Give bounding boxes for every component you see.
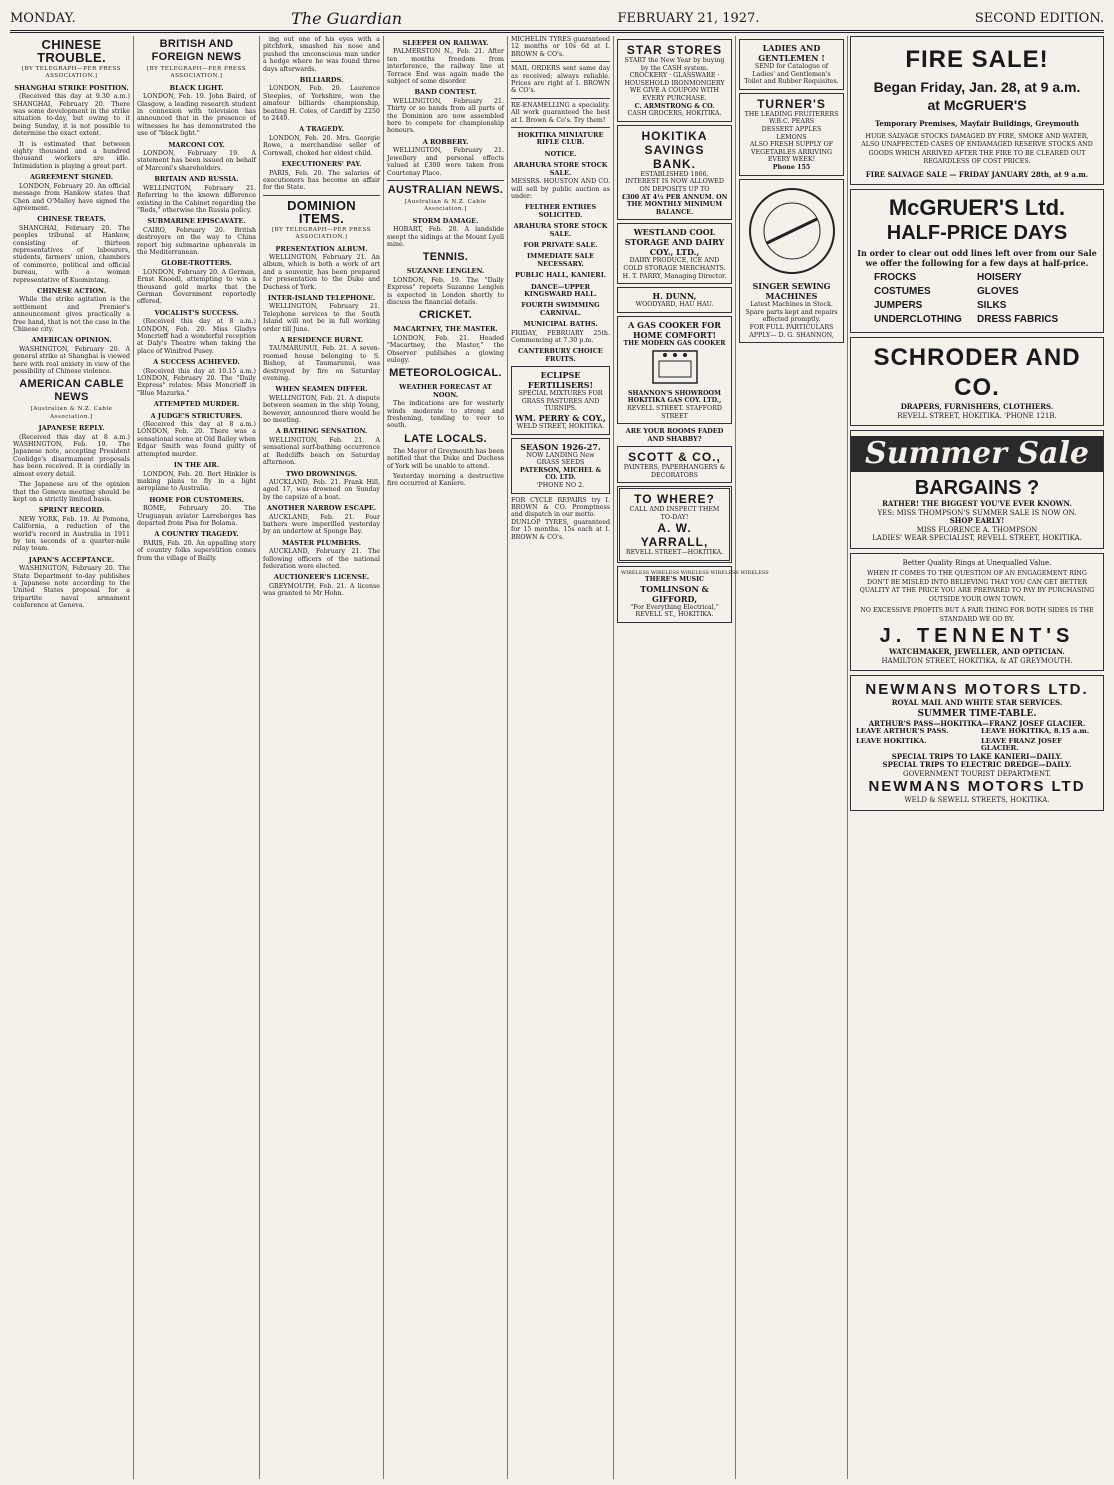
ad-rings xyxy=(850,553,1104,672)
byline: [Australian & N.Z. Cable Association.] xyxy=(30,406,113,420)
ad-text: FOR FULL PARTICULARS APPLY— D. G. SHANNON, xyxy=(749,323,834,339)
ad-title: SINGER SEWING MACHINES xyxy=(752,281,831,302)
kicker: SPRINT RECORD. xyxy=(38,506,105,515)
ad-name: A. W. YARRALL, xyxy=(640,521,709,550)
masthead-day: MONDAY. xyxy=(10,10,76,26)
article-body: WELLINGTON, Feb. 21. A sensational surf-bathing occurrence at Redcliffs beach on Saturday afternoon. xyxy=(263,436,380,467)
article-body: AUCKLAND, February 21. The following officers of the national federation were elected. xyxy=(263,548,380,570)
tennent-address: HAMILTON STREET, HOKITIKA, & AT GREYMOUTH. xyxy=(881,656,1073,665)
ad-title: A GAS COOKER FOR HOME COMFORT! xyxy=(628,319,721,340)
timetable-title: SUMMER TIME-TABLE. xyxy=(917,708,1037,719)
article-body: LONDON, February 19. A statement has been issued on behalf of Marconi's shareholders. xyxy=(137,150,256,172)
article-body: AUCKLAND, Feb. 21. Four bathers were imperilled yesterday by an undertow at Sponge Bay. xyxy=(263,513,380,536)
ad-text: WOODYARD, HAU HAU. xyxy=(635,301,714,309)
newmans-footer-title: NEWMANS MOTORS LTD xyxy=(868,778,1086,796)
article-body: While the strike agitation is the settlement and Premier's announcement gives practically a free hand, that is not the case in the Chinese city. xyxy=(13,296,130,333)
ad-name: C. ARMSTRONG & CO. xyxy=(634,102,715,110)
ad-newmans xyxy=(850,675,1104,811)
column-6 xyxy=(614,36,769,1479)
kicker: CANTERBURY CHOICE FRUITS. xyxy=(518,347,603,363)
article-body: PARIS, Feb. 20. An appalling story of country folks superstition comes from the village of Bailly. xyxy=(137,539,256,562)
article-body: LONDON, Feb. 20. Mrs. Georgie Rowe, a merchandise seller of Cornwall, choked her eldest child. xyxy=(263,134,380,157)
article-body: SHANGHAI, February 20. The peoples tribunal at Hankow, consisting of thirteen representatives of labourers, students, farmers' union, chambers of commerce, political and official bureau, with a woman representative of Kuomintang. xyxy=(13,224,130,284)
wireless-border: WIRELESS WIRELESS WIRELESS WIRELESS WIRELESS xyxy=(621,570,769,577)
article-body: AUCKLAND, Feb. 21. Frank Hill, aged 17, was drowned on Sunday by the capsize of a boat. xyxy=(263,478,380,501)
article-body: LONDON, Feb. 20. Laurence Steeples, of Yorkshire, won the amateur billiards championship, beating H. Coles, of Cardiff by 2250 to 2449. xyxy=(263,85,380,123)
article-body: PALMERSTON N., Feb. 21. After ten months freedom from interference, the railway line at Terrace End was again made the subject of some disorder. xyxy=(387,48,504,86)
kicker: BRITAIN AND RUSSIA. xyxy=(154,175,239,184)
kicker: IN THE AIR. xyxy=(173,461,220,470)
newmans-dept: GOVERNMENT TOURIST DEPARTMENT. xyxy=(902,769,1052,778)
kicker: IMMEDIATE SALE NECESSARY. xyxy=(526,252,595,268)
kicker: MASTER PLUMBERS. xyxy=(282,538,361,547)
special-trip: SPECIAL TRIPS TO ELECTRIC DREDGE—DAILY. xyxy=(882,760,1072,770)
article-body: WELLINGTON, February 21. Thirty or so bands from all parts of the Dominion are now assembled here to compete for championship honours. xyxy=(387,97,504,135)
headline-british-foreign: BRITISH AND FOREIGN NEWS xyxy=(151,38,242,63)
ad-eclipse-fertilisers xyxy=(511,366,610,434)
article-body: PARIS, Feb. 20. The salaries of executioners has become an affair for the State. xyxy=(263,169,380,192)
ad-mcgruers-half-price xyxy=(850,189,1104,333)
kicker: JAPAN'S ACCEPTANCE. xyxy=(28,555,115,564)
ad-scott xyxy=(617,446,732,483)
ad-grass-seeds xyxy=(511,438,610,494)
ad-title: TURNER'S xyxy=(757,96,826,111)
headline-australian-news: AUSTRALIAN NEWS. xyxy=(387,183,504,196)
article-body: LONDON, February 20. A German, Ernst Knoedl, attempting to win a thousand gold marks that the German Government reportedly offered. xyxy=(137,268,256,306)
kicker: DANCE—UPPER KINGSWARD HALL. xyxy=(524,282,597,298)
kicker: ARE YOUR ROOMS FADED AND SHABBY? xyxy=(625,427,724,443)
article-body: WASHINGTON, February 20. A general strike at Shanghai is viewed here with real anxiety in view of the possibility of Chinese violence. xyxy=(13,345,130,376)
kicker: AUCTIONEER'S LICENSE. xyxy=(273,573,370,582)
kicker: HOKITIKA MINIATURE RIFLE CLUB. xyxy=(517,131,604,147)
bargains-text: RATHER! THE BIGGEST YOU'VE EVER KNOWN. xyxy=(882,499,1072,508)
article-body: (Received this day at 8 a.m.) LONDON, Feb. 20. There was a sensational scene at Old Bailey when Edgar Smith was found guilty of attempted murder. xyxy=(137,421,256,458)
ad-text: W.B.C. PEARS xyxy=(768,118,815,126)
tennent-title: J. TENNENT'S xyxy=(879,625,1075,647)
kicker: SUBMARINE EPISCAVATE. xyxy=(147,217,246,226)
ad-text: H. T. PARRY, Managing Director. xyxy=(622,272,727,280)
ad-text: Spare parts kept and repairs effected promptly. xyxy=(745,308,838,324)
headline-tennis: TENNIS. xyxy=(422,251,469,264)
masthead-edition: SECOND EDITION. xyxy=(974,10,1104,26)
headline-american-cable: AMERICAN CABLE NEWS xyxy=(19,378,124,404)
column-4 xyxy=(384,36,508,1479)
right-ad-column xyxy=(850,36,1104,1479)
kicker: A COUNTRY TRAGEDY. xyxy=(154,530,239,539)
kicker: HOME FOR CUSTOMERS. xyxy=(149,495,244,504)
kicker: A ROBBERY. xyxy=(422,137,469,146)
timetable-heading: LEAVE HOKITIKA, 8.15 a.m. xyxy=(981,727,1090,735)
kicker: WHEN SEAMEN DIFFER. xyxy=(275,385,368,394)
ad-star-stores xyxy=(617,39,732,122)
divider xyxy=(511,61,610,62)
kicker: FOR PRIVATE SALE. xyxy=(523,240,598,249)
kicker: AGREEMENT SIGNED. xyxy=(30,173,113,182)
column-7 xyxy=(736,36,848,1479)
ad-summer-sale xyxy=(850,430,1104,549)
kicker: SLEEPER ON RAILWAY. xyxy=(402,39,489,47)
kicker: MARCONI COY. xyxy=(168,140,225,149)
kicker: PUBLIC HALL, KANIERI. xyxy=(514,271,607,280)
ad-phone: Phone 155 xyxy=(772,163,811,171)
tennent-trade: WATCHMAKER, JEWELLER, AND OPTICIAN. xyxy=(889,647,1065,656)
ad-title: SEASON 1926-27. xyxy=(520,441,601,452)
ad-text: SEND for Catalogue of Ladies' and Gentlemen's Toilet and Rubber Requisites. xyxy=(744,63,839,86)
column-1 xyxy=(10,36,134,1479)
headline-meteorological: METEOROLOGICAL. xyxy=(389,367,502,380)
ad-text: THE LEADING FRUITERERS xyxy=(744,110,839,118)
schroder-title: SCHRODER AND CO. xyxy=(873,344,1081,401)
kicker: ATTEMPTED MURDER. xyxy=(153,400,240,409)
ad-text: DAIRY PRODUCE, ICE AND COLD STORAGE MERCHANTS. xyxy=(623,257,726,272)
ad-name: SHANNON'S SHOWROOM HOKITIKA GAS COY. LTD., xyxy=(627,389,722,405)
article-body: ing out one of his eyes with a pitchfork, smashed his nose and pushed the unconscious man under a hedge where he was found three days afterwards. xyxy=(263,36,380,73)
half-price-items xyxy=(856,271,1098,327)
ad-wireless xyxy=(617,566,769,623)
ad-address: REVELL STREET. STAFFORD STREET xyxy=(627,405,722,420)
bargains-title: BARGAINS ? xyxy=(914,477,1040,499)
item: GLOVES xyxy=(977,286,1019,297)
byline: [BY TELEGRAPH—PER PRESS ASSOCIATION.] xyxy=(146,66,247,80)
item: SILKS xyxy=(977,300,1007,311)
ad-ladies-gentlemen xyxy=(739,39,844,90)
classified-ad: DUNLOP TYRES, guaranteed for 15 months. 15s each at I. BROWN & CO's. xyxy=(511,518,610,541)
item: JUMPERS xyxy=(874,300,923,311)
article-body: (Received this day at 8 a.m.) WASHINGTON, Feb. 19. The Japanese note, accepting President Coolidge's disarmament proposals has been received. It is cordially in almost every detail. The Japanese are of the opinion that the Geneva meeting should be kept on a strictly limited basis. xyxy=(13,433,130,503)
ad-address: WELD STREET, HOKITIKA. xyxy=(516,423,605,430)
kicker: A SUCCESS ACHIEVED. xyxy=(153,358,240,367)
timetable-heading: LEAVE FRANZ JOSEF GLACIER. xyxy=(981,736,1062,753)
article-body: (Received this day at 9.30 a.m.) SHANGHAI, February 20. There was some development in the strike situation to-day, but owing to it being Sunday, it is not possible to determine the exact extent. It is estimated that between eighty thousand and a hundred thousand workers are idle. Intimidation is playing a great part. xyxy=(13,93,130,170)
kicker: BAND CONTEST. xyxy=(414,88,477,97)
ad-text: £300 AT 4½ PER ANNUM. ON THE MONTHLY MINIMUM BALANCE. xyxy=(621,193,728,216)
article-body: LONDON, Feb. 19. John Baird, of Glasgow, a leading research student in connexion with television has announced that in the presence of witnesses he has demonstrated the use of "black light." xyxy=(137,93,256,138)
thompson-address: LADIES' WEAR SPECIALIST, REVELL STREET, HOKITIKA. xyxy=(872,534,1082,542)
ad-text: START the New Year by buying by the CASH system. xyxy=(624,57,725,72)
half-price-title: HALF-PRICE DAYS xyxy=(886,222,1068,244)
article-body: WELLINGTON, February 21. Referring to the known difference existing in the Cabinet regarding the "Reds," otherwise the Russia policy. xyxy=(137,184,256,214)
shop-early: SHOP EARLY! xyxy=(949,516,1005,525)
ad-address: REVELL STREET—HOKITIKA. xyxy=(625,549,724,557)
article-body: WELLINGTON, February 21. An album, which is both a work of art and a souvenir, has been prepared for presentation to the Duke and Duchess of York. xyxy=(263,253,380,291)
classified-ad: FRIDAY, FEBRUARY 25th. Commencing at 7.30 p.m. xyxy=(511,329,610,344)
timetable xyxy=(856,728,1098,753)
ad-fire-sale xyxy=(850,36,1104,185)
ad-title: SCOTT & CO., xyxy=(628,450,721,465)
classified-ad: MAIL ORDERS sent same day as received; always reliable. Prices are right at I. BROWN & CO's. xyxy=(511,65,610,95)
timetable-heading: LEAVE HOKITIKA. xyxy=(856,736,927,745)
route: ARTHUR'S PASS—HOKITIKA—FRANZ JOSEF GLACIER. xyxy=(868,718,1086,728)
classified-ad: FOR CYCLE REPAIRS try I. BROWN & CO. Promptness and dispatch in our motto. xyxy=(511,496,610,519)
schroder-trade: DRAPERS, FURNISHERS, CLOTHIERS. xyxy=(900,402,1054,411)
kicker: SHANGHAI STRIKE POSITION. xyxy=(14,83,129,92)
ad-text: DESSERT APPLES xyxy=(761,125,822,133)
item: COSTUMES xyxy=(874,286,931,297)
kicker: PRESENTATION ALBUM. xyxy=(275,244,368,253)
article-body: WELLINGTON, Feb. 21. A dispute between seamen in the ship Young, however, announced there would be no meeting. xyxy=(263,394,380,425)
article-body: TAUMARUNUI, Feb. 21. A seven-roomed house belonging to S. Bishop, at Taumarunui, was destroyed by fire on Saturday evening. xyxy=(263,345,380,383)
article-body: LONDON, Feb. 20. Bert Hinkler is making plans to fly in a light aeroplane to Australia. xyxy=(137,470,256,493)
ad-schroder xyxy=(850,337,1104,426)
special-trip: SPECIAL TRIPS TO LAKE KANIERI—DAILY. xyxy=(891,751,1063,761)
article-body: WELLINGTON, February 21. Telephone services to the South Island will not be in full working order till June. xyxy=(263,303,380,333)
bargains-text: YES: MISS THOMPSON'S SUMMER SALE IS NOW ON. xyxy=(877,508,1077,517)
kicker: A RESIDENCE BURNT. xyxy=(279,336,364,344)
kicker: BILLIARDS. xyxy=(299,76,344,85)
ad-phone: 'PHONE NO 2. xyxy=(536,481,585,489)
ad-text: CALL AND INSPECT THEM TO-DAY! xyxy=(629,506,720,521)
ad-title: TO WHERE? xyxy=(634,492,715,507)
classified-ad: MESSRS. HOUSTON AND CO. will sell by public auction as under: xyxy=(511,178,610,200)
article-body: NEW YORK, Feb. 19. At Pomona, California, a reduction of the world's record in Australia in 1911 by ten seconds of a quarter-mile relay team. xyxy=(13,515,130,553)
ad-name: PATERSON, MICHEL & CO. LTD. xyxy=(519,466,602,482)
rings-text: WHEN IT COMES TO THE QUESTION OF AN ENGAGEMENT RING DON'T BE MISLED INTO BELIEVING THAT YOU CAN GET BETTER QUALITY AT THE PRICE YOU ARE PREPARED TO PAY BY PURCHASING OUTSIDE YOUR OWN TOWN. xyxy=(859,570,1095,603)
kicker: FELTHER ENTRIES SOLICITED. xyxy=(524,203,597,219)
ad-title: WESTLAND COOL STORAGE AND DAIRY COY., LTD., xyxy=(624,227,725,258)
half-price-text: In order to clear out odd lines left over from our Sale we offer the following for a few days at half-price. xyxy=(857,248,1097,268)
ad-text: ESTABLISHED 1866. xyxy=(640,170,709,178)
rings-text: NO EXCESSIVE PROFITS BUT A FAIR THING FOR BOTH SIDES IS THE STANDARD WE GO BY. xyxy=(860,607,1094,623)
headline-chinese-trouble: CHINESE TROUBLE. xyxy=(37,37,106,65)
timetable-heading: LEAVE ARTHUR'S PASS. xyxy=(856,727,949,735)
divider xyxy=(263,195,380,196)
kicker: VOCALIST'S SUCCESS. xyxy=(154,308,239,317)
kicker: EXECUTIONERS' PAY. xyxy=(281,160,362,169)
fire-sale-text: HUGE SALVAGE STOCKS DAMAGED BY FIRE, SMOKE AND WATER, ALSO UNAFFECTED CASES OF ENDAMAGED RESERVE STOCKS AND GOODS WHICH ARRIVED AFTER THE FIRE TO BE CLEARED OUT REGARDLESS OF COST PRICES. xyxy=(861,132,1093,165)
ad-savings-bank xyxy=(617,125,732,221)
kicker: GLOBE-TROTTERS. xyxy=(161,259,232,268)
mcgruers-title: McGRUER'S Ltd. xyxy=(888,195,1066,220)
ad-gas-cooker xyxy=(617,316,732,425)
ad-text: WE GIVE A COUPON WITH EVERY PURCHASE. xyxy=(629,87,720,102)
ad-turners xyxy=(739,93,844,176)
byline: [BY TELEGRAPH—PER PRESS ASSOCIATION.] xyxy=(21,66,122,80)
ad-text: NOW LANDING New GRASS SEEDS xyxy=(526,451,595,467)
classified-ad: MICHELIN TYRES guaranteed 12 months or 10s 6d at I. BROWN & CO's. xyxy=(511,36,610,58)
ad-yarrall xyxy=(617,486,732,563)
thompson-name: MISS FLORENCE A. THOMPSON xyxy=(916,525,1038,534)
kicker: A JUDGE'S STRICTURES. xyxy=(150,411,243,420)
article-body: The Mayor of Greymouth has been notified that the Duke and Duchess of York will be unable to attend. Yesterday morning a destructive fire occurred at Kaniere. xyxy=(387,447,504,488)
singer-logo-illustration xyxy=(747,183,837,279)
summer-sale-title: Summer Sale xyxy=(851,436,1103,472)
kicker: MACARTNEY, THE MASTER. xyxy=(393,325,498,334)
kicker: ARAHURA STORE STOCK SALE. xyxy=(513,222,608,238)
ad-text: Latest Machines in Stock. xyxy=(750,301,833,309)
ad-text: SPECIAL MIXTURES FOR GRASS PASTURES AND TURNIPS. xyxy=(518,390,603,413)
fire-sale-title: FIRE SALE! xyxy=(905,46,1049,73)
masthead xyxy=(10,6,1104,33)
article-body: LONDON, Feb. 21. Headed "Macartney, the Master," the Observer publishes a glowing eulogy. xyxy=(387,334,504,364)
item: HOISERY xyxy=(977,272,1022,283)
kicker: ARAHURA STORE STOCK SALE. xyxy=(513,161,608,177)
column-5 xyxy=(508,36,614,1479)
classified-ad: RE-ENAMELLING a speciality. All work guaranteed the best at I. Brown & Co's. Try them! xyxy=(511,101,610,124)
headline-cricket: CRICKET. xyxy=(418,309,473,322)
ad-address: "For Everything Electrical," REVELL ST., HOKITIKA. xyxy=(630,603,719,619)
byline: [BY TELEGRAPH—PER PRESS ASSOCIATION.] xyxy=(271,226,372,241)
article-body: HOBART, Feb. 20. A landslide swept the sidings at the Mount Lyell mine. xyxy=(387,226,504,248)
kicker: CHINESE ACTION. xyxy=(37,286,106,295)
item: FROCKS xyxy=(874,272,917,283)
kicker: CHINESE TREATS. xyxy=(37,215,106,224)
kicker: JAPANESE REPLY. xyxy=(38,424,105,433)
article-body: WASHINGTON, February 20. The State Department to-day publishes a Japanese note according to the United States proposal for a tripartite naval armament conference at Geneva. xyxy=(13,565,130,610)
article-body: LONDON, February 20. An official message from Hankow states that Chen and O'Malley have signed the agreement. xyxy=(13,182,130,212)
article-body: (Received this day at 10.15 a.m.) LONDON, February 20. The "Daily Express" relates: Miss Moncrieff in "Blue Mazurka." xyxy=(137,367,256,397)
schroder-address: REVELL STREET, HOKITIKA. 'PHONE 121B. xyxy=(897,411,1057,420)
kicker: BLACK LIGHT. xyxy=(169,83,224,92)
ad-text: PAINTERS, PAPERHANGERS & DECORATORS xyxy=(623,464,726,479)
fire-sale-premises: Temporary Premises, Mayfair Buildings, Greymouth xyxy=(875,119,1079,128)
kicker: A TRAGEDY. xyxy=(299,125,344,134)
article-body: CAIRO, February 20. British destroyers on the way to China report big submarine upheavals in the Mediterranean. xyxy=(137,226,256,256)
kicker: ANOTHER NARROW ESCAPE. xyxy=(266,504,377,513)
article-body: GREYMOUTH, Feb. 21. A license was granted to Mr Hohn. xyxy=(263,582,380,598)
ad-text: CROCKERY · GLASSWARE · HOUSEHOLD IRONMONGERY xyxy=(624,72,725,87)
byline: [Australian & N.Z. Cable Association.] xyxy=(404,198,487,213)
ad-name: TOMLINSON & GIFFORD, xyxy=(640,583,709,604)
gas-cooker-illustration xyxy=(645,347,705,387)
ad-title: H. DUNN, xyxy=(652,291,697,302)
kicker: FOURTH SWIMMING CARNIVAL. xyxy=(521,301,600,317)
ad-title: LADIES AND GENTLEMEN ! xyxy=(758,43,825,63)
item: DRESS FABRICS xyxy=(977,314,1059,325)
headline-late-locals: LATE LOCALS. xyxy=(404,432,487,445)
newspaper-title: The Guardian xyxy=(291,8,403,28)
article-body: WELLINGTON, February 21. Jewellery and personal effects valued at £300 were taken from Courtenay Place. xyxy=(387,147,504,177)
kicker: TWO DROWNINGS. xyxy=(285,469,358,478)
fire-sale-store: at McGRUER'S xyxy=(927,97,1027,113)
headline-dominion-items: DOMINION ITEMS. xyxy=(287,197,356,226)
ad-text: ALSO FRESH SUPPLY OF VEGETABLES ARRIVING EVERY WEEK! xyxy=(749,141,834,164)
ad-text: INTEREST IS NOW ALLOWED ON DEPOSITS UP TO xyxy=(625,178,724,193)
kicker: AMERICAN OPINION. xyxy=(31,336,112,345)
article-body: The indications are for westerly winds moderate to strong and freshening, tending to veer to south. xyxy=(387,400,504,430)
ad-title: ECLIPSE FERTILISERS! xyxy=(527,370,594,391)
divider xyxy=(511,98,610,99)
ad-text: LEMONS xyxy=(776,133,807,141)
kicker: STORM DAMAGE. xyxy=(412,216,479,225)
ad-singer xyxy=(739,179,844,344)
divider xyxy=(511,127,610,128)
kicker: WEATHER FORECAST AT NOON. xyxy=(399,383,492,399)
column-3 xyxy=(260,36,384,1479)
newmans-services: ROYAL MAIL AND WHITE STAR SERVICES. xyxy=(891,698,1063,707)
ad-title: HOKITIKA SAVINGS BANK. xyxy=(641,128,708,171)
kicker: NOTICE. xyxy=(544,149,577,158)
fire-sale-footer: FIRE SALVAGE SALE — FRIDAY JANUARY 28th, at 9 a.m. xyxy=(865,169,1089,179)
newmans-title: NEWMANS MOTORS LTD. xyxy=(865,681,1089,698)
masthead-date: FEBRUARY 21, 1927. xyxy=(617,10,760,26)
kicker: A BATHING SENSATION. xyxy=(275,427,368,436)
item: UNDERCLOTHING xyxy=(874,314,962,325)
fire-sale-date: Began Friday, Jan. 28, at 9 a.m. xyxy=(873,79,1081,95)
article-body: ROME, February 20. The Uruguayan aviator Larreborges has departed from Pisa for Bolama. xyxy=(137,505,256,527)
kicker: INTER-ISLAND TELEPHONE. xyxy=(267,293,376,302)
ad-title: STAR STORES xyxy=(626,43,723,57)
article-body: (Received this day at 8 a.m.) LONDON, Feb. 20. Miss Gladys Moncrieff had a wonderful reception at Daly's Theatre when taking the place of Winifred Pusey. xyxy=(137,318,256,355)
newmans-address: WELD & SEWELL STREETS, HOKITIKA. xyxy=(904,796,1050,805)
ad-text: THERE'S MUSIC xyxy=(644,576,705,584)
column-2 xyxy=(134,36,260,1479)
ad-name: WM. PERRY & COY., xyxy=(515,413,606,423)
ad-dunn xyxy=(617,287,732,313)
ad-cool-storage xyxy=(617,223,732,284)
kicker: MUNICIPAL BATHS. xyxy=(523,320,598,329)
ad-text: THE MODERN GAS COOKER xyxy=(623,339,726,347)
article-body: LONDON, Feb. 19. The "Daily Express" reports Suzanne Lenglen is expected in London shortly to discuss the financial details. xyxy=(387,276,504,306)
rings-title: Better Quality Rings at Unequalled Value. xyxy=(902,558,1052,567)
ad-address: CASH GROCERS, HOKITIKA. xyxy=(627,110,722,118)
divider xyxy=(387,180,504,181)
kicker: SUZANNE LENGLEN. xyxy=(406,267,485,276)
